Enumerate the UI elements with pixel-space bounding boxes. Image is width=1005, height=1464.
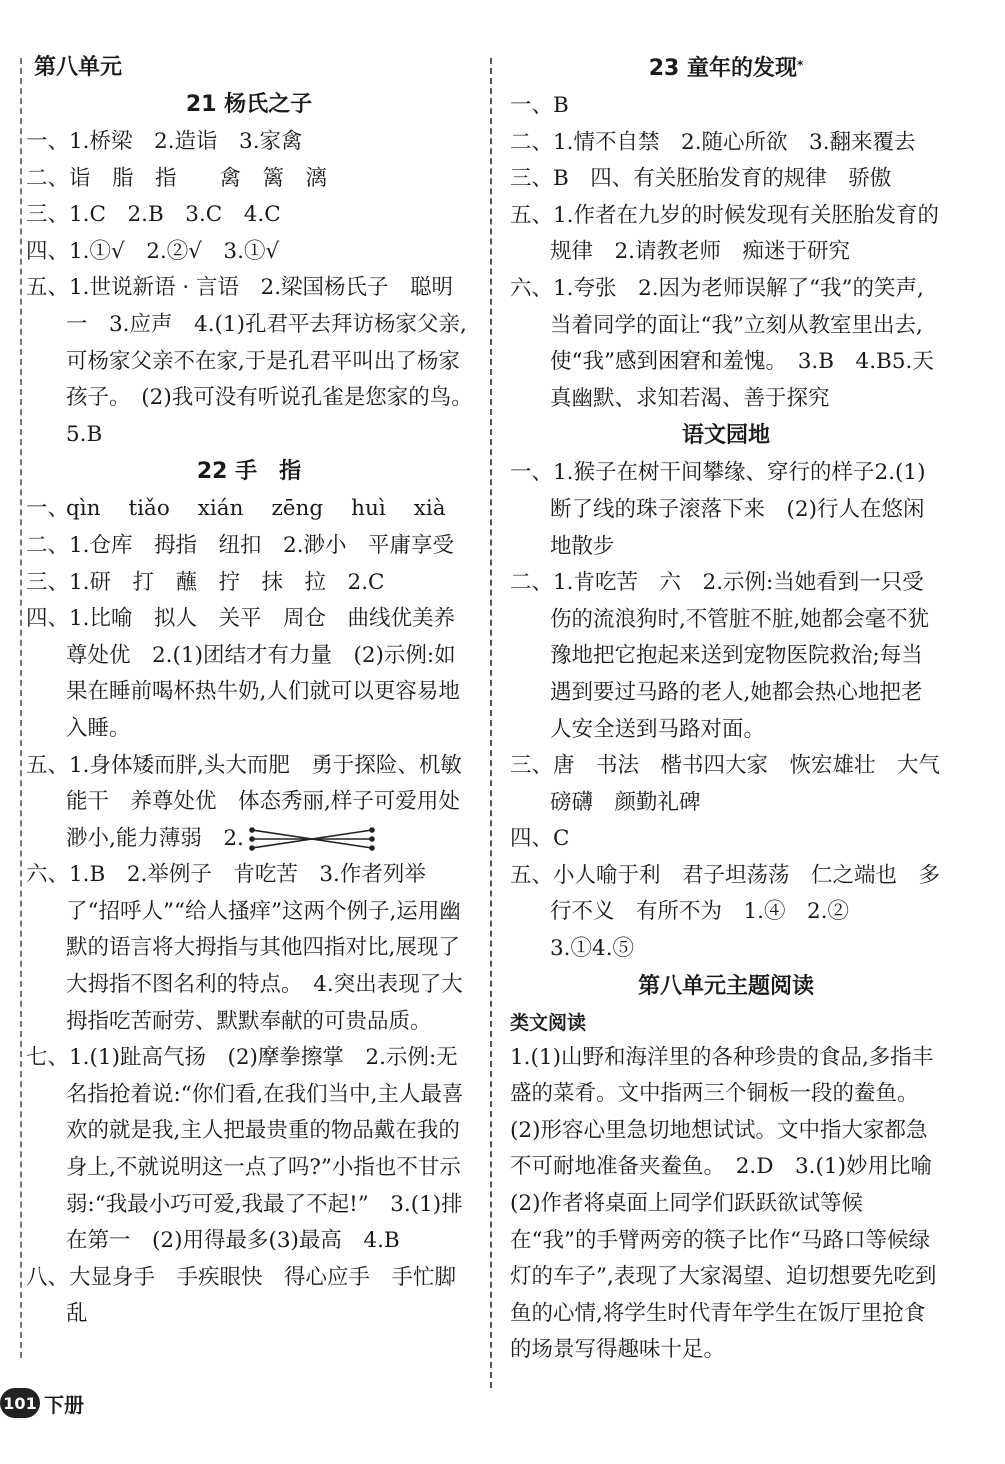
page-number: 101 xyxy=(0,1388,40,1418)
answer-line: 五、小人喻于利 君子坦荡荡 仁之端也 多行不义 有所不为 1.④ 2.② 3.①4.⑤ xyxy=(510,862,941,962)
answer-line: 四、C xyxy=(510,826,570,852)
answer-line: 一、B xyxy=(510,93,569,118)
right-column xyxy=(510,50,954,1369)
book-volume: 下册 xyxy=(44,1392,84,1417)
theme-reading-title: 第八单元主题阅读 xyxy=(637,973,814,999)
answer-line: 一、1.猴子在树干间攀缘、穿行的样子2.(1)断了线的珠子滚落下来 (2)行人在悠闲地散步 xyxy=(510,460,926,559)
pinyin-item: tiǎo xyxy=(128,496,170,522)
page-footer xyxy=(0,1388,84,1418)
answer-line: 三、1.C 2.B 3.C 4.C xyxy=(26,202,281,228)
theme-reading-subtitle: 类文阅读 xyxy=(510,1011,587,1034)
left-margin-line xyxy=(20,58,22,1358)
answer-line: 六、1.夸张 2.因为老师误解了“我”的笑声,当着同学的面让“我”立刻从教室里出去,使“我”感到困窘和羞愧。 3.B 4.B5.天真幽默、求知若渴、善于探究 xyxy=(510,275,934,411)
pinyin-item: xián xyxy=(197,496,244,522)
answer-line: 二、诣 脂 指 禽 篱 漓 xyxy=(26,165,328,191)
answer-line: 二、1.肯吃苦 六 2.示例:当她看到一只受伤的流浪狗时,不管脏不脏,她都会毫不犹豫地把它抱起来送到宠物医院救治;每当遇到要过马路的老人,她都会热心地把老人安全送到马路对面。 xyxy=(510,570,930,742)
lesson-23-title-text: 23 童年的发现 xyxy=(648,56,797,81)
answer-line: 一、1.桥梁 2.造诣 3.家禽 xyxy=(26,129,303,154)
answer-line: 七、1.(1)趾高气扬 (2)摩拳擦掌 2.示例:无名指抢着说:“你们看,在我们当中,主人最喜欢的就是我,主人把最贵重的物品戴在我的身上,不就说明这一点了吗?”小指也不甘示弱:“我最小巧可爱,我最了不起!” 3.(1)排在第一 (2)用得最多(3)最高 4.B xyxy=(26,1045,464,1254)
unit-title: 第八单元 xyxy=(34,55,123,80)
pinyin-item: qìn xyxy=(66,496,101,522)
answer-line: 八、大显身手 手疾眼快 得心应手 手忙脚乱 xyxy=(26,1264,457,1327)
answer-line: 二、1.情不自禁 2.随心所欲 3.翻来覆去 xyxy=(510,129,916,155)
garden-title: 语文园地 xyxy=(681,423,770,449)
lesson-21-title: 21 杨氏之子 xyxy=(185,92,313,117)
answer-line: 三、B 四、有关胚胎发育的规律 骄傲 xyxy=(510,166,892,192)
column-divider xyxy=(490,58,492,1388)
answer-line: 六、1.B 2.举例子 肯吃苦 3.作者列举了“招呼人”“给人搔痒”这两个例子,运用幽默的语言将大拇指与其他四指对比,展现了大拇指不图名利的特点。 4.突出表现了大拇指吃苦耐劳、默默奉献的可贵品质。 xyxy=(26,862,463,1034)
pinyin-row xyxy=(26,491,472,528)
optional-star: * xyxy=(797,58,804,72)
left-column xyxy=(26,50,484,1333)
pinyin-lead: 一、 xyxy=(26,496,70,522)
answer-line: 二、1.仓库 拇指 纽扣 2.渺小 平庸享受 xyxy=(26,532,455,558)
pinyin-item: xià xyxy=(413,496,446,522)
theme-reading-answer: 1.(1)山野和海洋里的各种珍贵的食品,多指丰盛的菜肴。文中指两三个铜板一段的鲞鱼。(2)形容心里急切地想试试。文中指大家都急不可耐地准备夹鲞鱼。 2.D 3.(1)妙用比喻 (2)作者将桌面上同学们跃跃欲试等候在“我”的手臂两旁的筷子比作“马路口等候绿灯的车子”,表现了大家渴望、迫切想要先吃到鱼的心情,将学生时代青年学生在饭厅里抢食的场景写得趣味十足。 xyxy=(510,1044,954,1363)
answer-line: 三、1.研 打 蘸 拧 抹 拉 2.C xyxy=(26,569,385,595)
lesson-23-title xyxy=(510,50,942,88)
pinyin-item: zēng xyxy=(271,496,324,522)
answer-line: 五、1.作者在九岁的时候发现有关胚胎发育的规律 2.请教老师 痴迷于研究 xyxy=(510,202,940,265)
answer-line: 五、1.世说新语 · 言语 2.梁国杨氏子 聪明一 3.应声 4.(1)孔君平去拜访杨家父亲,可杨家父亲不在家,于是孔君平叫出了杨家孩子。 (2)我可没有听说孔雀是您家的鸟。 5.B xyxy=(26,275,484,447)
lesson-22-title: 22 手 指 xyxy=(196,459,302,485)
answer-line xyxy=(26,748,472,858)
answer-line: 三、唐 书法 楷书四大家 恢宏雄壮 大气磅礴 颜勤礼碑 xyxy=(510,753,941,815)
answer-text: 五、1.身体矮而胖,头大而肥 勇于探险、机敏能干 养尊处优 体态秀丽,样子可爱用处渺小,能力薄弱 2. xyxy=(26,752,462,851)
pinyin-item: huì xyxy=(351,496,386,522)
answer-line: 四、1.①√ 2.②√ 3.①√ xyxy=(26,238,280,264)
matching-lines-diagram xyxy=(248,824,376,854)
answer-line: 四、1.比喻 拟人 关平 周仓 曲线优美养尊处优 2.(1)团结才有力量 (2)示例:如果在睡前喝杯热牛奶,人们就可以更容易地入睡。 xyxy=(26,606,460,741)
